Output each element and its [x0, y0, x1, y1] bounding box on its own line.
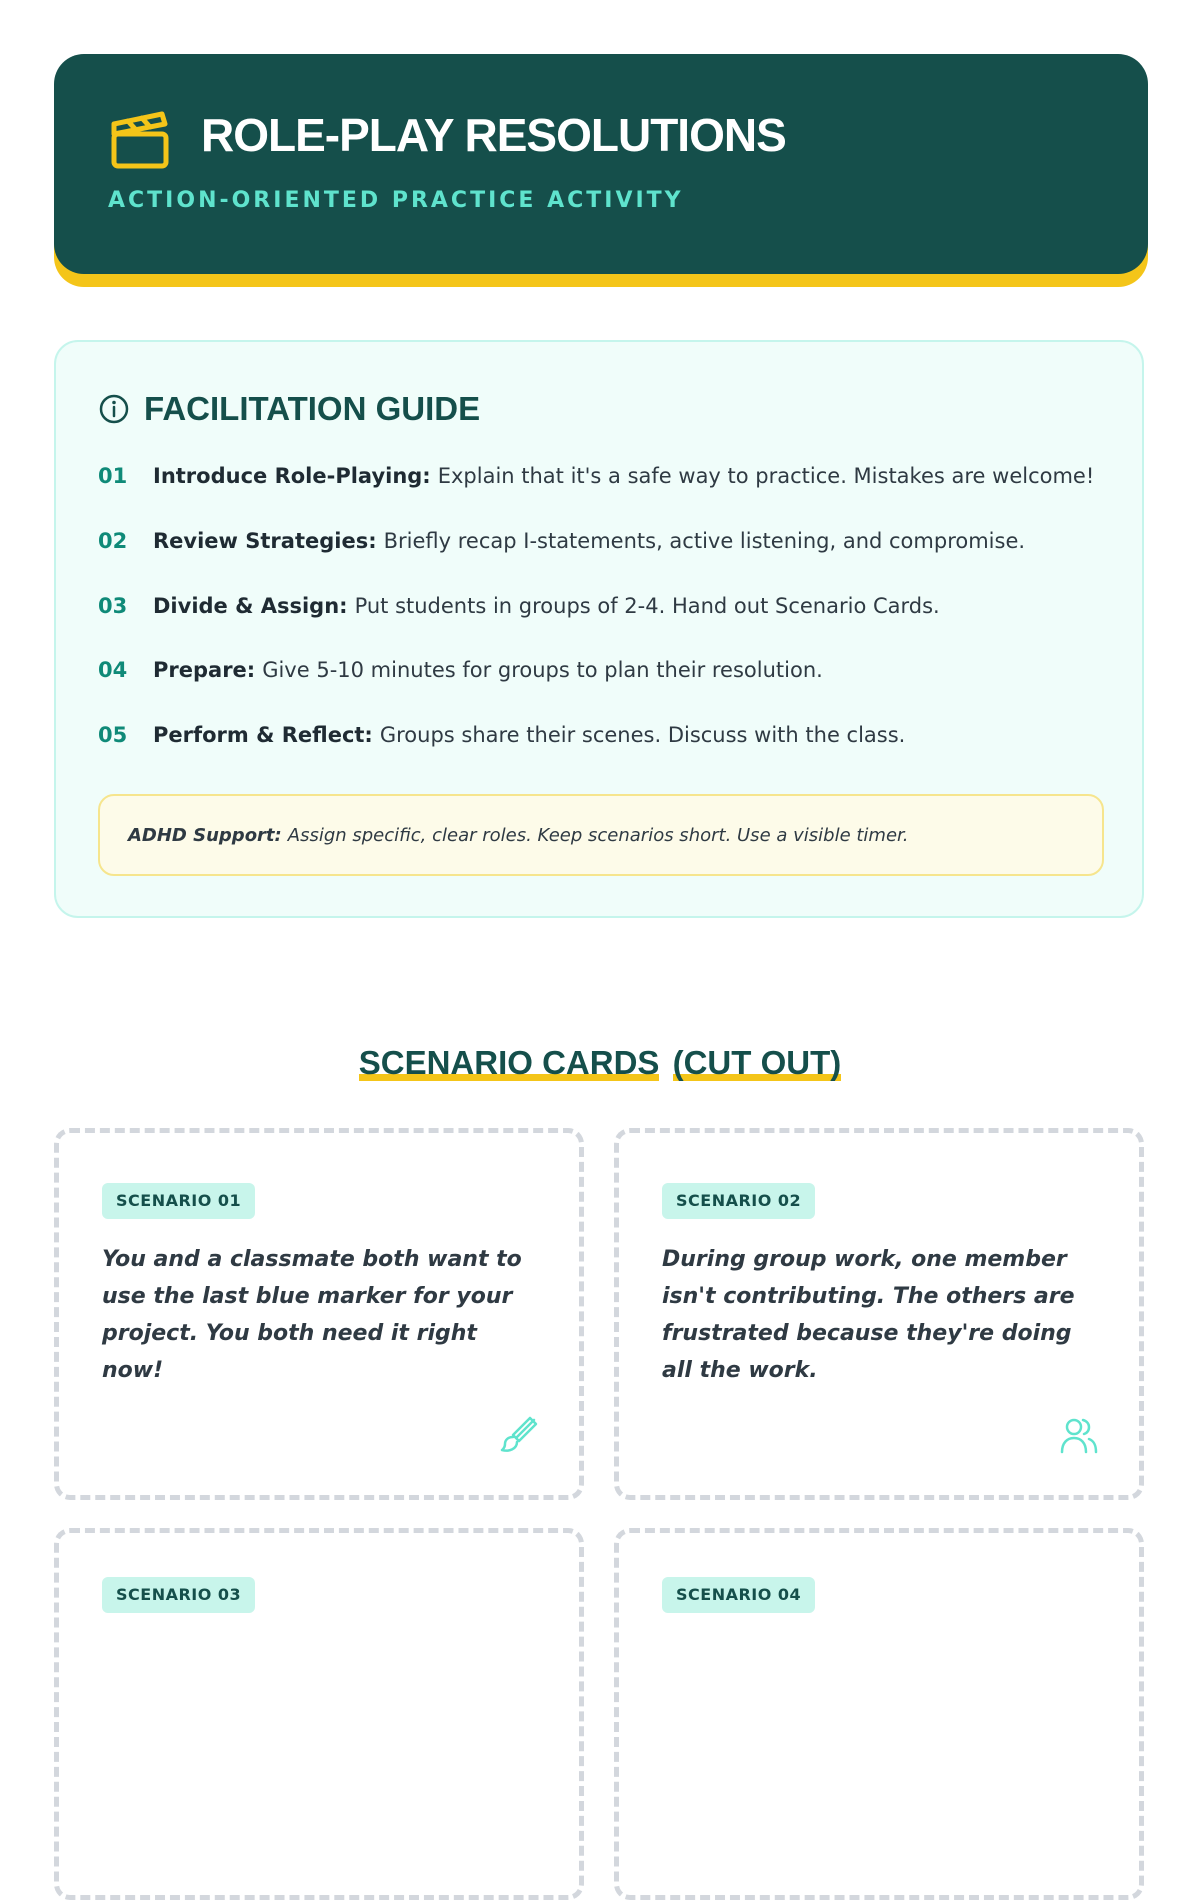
- scenario-badge: SCENARIO 02: [662, 1183, 815, 1219]
- scenario-badge: SCENARIO 01: [102, 1183, 255, 1219]
- info-icon: [98, 393, 130, 425]
- header-banner: [54, 54, 1148, 274]
- scenario-card: [614, 1528, 1144, 1900]
- scenario-text: During group work, one member isn't contributing. The others are frustrated because they're doing all the work.: [662, 1247, 1075, 1383]
- tip-label: ADHD Support:: [128, 824, 282, 846]
- page-title: ROLE-PLAY RESOLUTIONS: [201, 109, 786, 161]
- scenario-title-note: (CUT OUT): [672, 1044, 842, 1081]
- guide-title: FACILITATION GUIDE: [144, 390, 481, 427]
- scenario-badge: SCENARIO 04: [662, 1577, 815, 1613]
- scenario-badge: SCENARIO 03: [102, 1577, 255, 1613]
- step-number: 04: [98, 658, 128, 682]
- step-label: Prepare:: [153, 658, 256, 682]
- page-subtitle: ACTION-ORIENTED PRACTICE ACTIVITY: [108, 188, 684, 213]
- scenario-text: You and a classmate both want to use the last blue marker for your project. You both need it right now!: [102, 1247, 522, 1383]
- guide-step: [98, 594, 940, 618]
- step-label: Divide & Assign:: [153, 594, 348, 618]
- step-text: Groups share their scenes. Discuss with the class.: [379, 723, 906, 747]
- step-text: Give 5-10 minutes for groups to plan their resolution.: [262, 658, 823, 682]
- step-number: 05: [98, 723, 128, 747]
- guide-step: [98, 529, 1025, 553]
- guide-step: [98, 723, 905, 747]
- step-text: Explain that it's a safe way to practice. Mistakes are welcome!: [437, 464, 1095, 488]
- scenario-card: [54, 1128, 584, 1500]
- guide-step: [98, 464, 1094, 488]
- tip-text: Assign specific, clear roles. Keep scenarios short. Use a visible timer.: [287, 824, 909, 846]
- clapperboard-icon: [110, 110, 170, 170]
- scenario-card: [614, 1128, 1144, 1500]
- scenario-card: [54, 1528, 584, 1900]
- guide-heading: [98, 390, 480, 428]
- step-number: 01: [98, 464, 128, 488]
- step-label: Perform & Reflect:: [153, 723, 373, 747]
- step-label: Introduce Role-Playing:: [153, 464, 431, 488]
- facilitation-guide: [54, 340, 1144, 918]
- brush-icon: [499, 1415, 539, 1455]
- users-icon: [1059, 1415, 1099, 1455]
- step-number: 02: [98, 529, 128, 553]
- step-label: Review Strategies:: [153, 529, 377, 553]
- guide-step: [98, 658, 823, 682]
- adhd-support-note: [98, 794, 1104, 876]
- step-number: 03: [98, 594, 128, 618]
- step-text: Put students in groups of 2-4. Hand out Scenario Cards.: [354, 594, 940, 618]
- scenario-cards-title: [0, 1044, 1200, 1082]
- step-text: Briefly recap I-statements, active listening, and compromise.: [383, 529, 1026, 553]
- scenario-title-main: SCENARIO CARDS: [358, 1044, 660, 1081]
